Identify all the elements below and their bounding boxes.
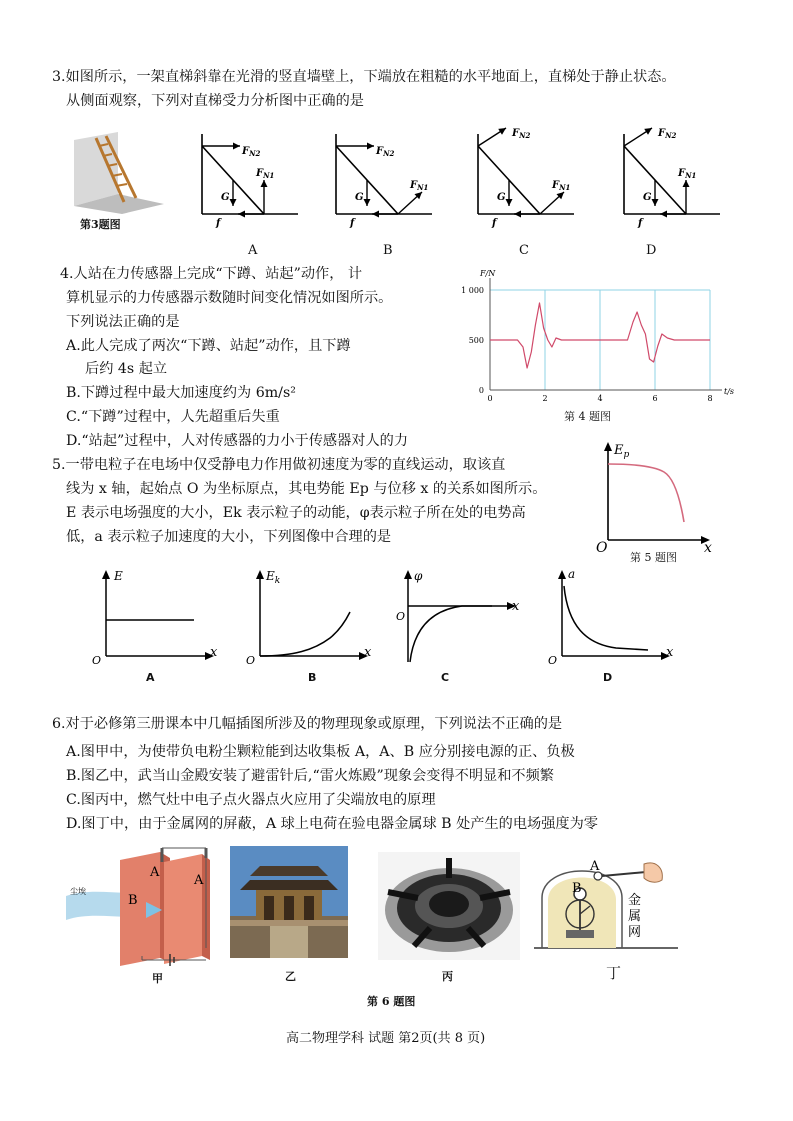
q4-option-b: B.下蹲过程中最大加速度约为 6m/s²: [66, 385, 296, 401]
q3-stem-line2: 从侧面观察，下列对直梯受力分析图中正确的是: [66, 93, 364, 109]
q3-friction-arrow-c: [514, 211, 540, 218]
q6-figure-jia: [66, 848, 226, 978]
q5-d-origin: O: [548, 654, 558, 667]
q3-label-f-c: f: [492, 218, 497, 229]
q6-option-b: B.图乙中，武当山金殿安装了避雷针后,“雷火炼殿”现象会变得不明显和不频繁: [66, 768, 554, 784]
q3-fn1-arrow-c: [540, 192, 564, 214]
q6-figure-ding-electroscope: [530, 854, 680, 958]
q3-label-g-d: G: [643, 192, 652, 203]
q3-gravity-arrow-c: [506, 180, 513, 206]
q3-option-a: A: [248, 243, 258, 258]
q3-force-diagrams: [0, 0, 793, 260]
q3-figure-caption: 第3题图: [80, 218, 121, 231]
q5-b-origin: O: [246, 654, 256, 667]
q6-caption-bing: 丙: [442, 970, 453, 983]
q4-stem-line1: 4.人站在力传感器上完成“下蹲、站起”动作， 计: [60, 266, 363, 282]
q3-gravity-arrow-b: [364, 180, 371, 206]
q4-figure-caption: 第 4 题图: [564, 410, 611, 423]
q3-stem-line1: 3.如图所示，一架直梯斜靠在光滑的竖直墙壁上，下端放在粗糙的水平地面上，直梯处于静止状态。: [52, 69, 676, 85]
q6-ding-net-label-2: 属: [628, 909, 642, 924]
q5-main-y-label: $E_p$: [614, 443, 630, 460]
q5-option-c-graph: [392, 566, 532, 666]
q3-fn1-arrow-a: [261, 180, 268, 214]
q6-jia-label-a1: A: [150, 865, 160, 880]
q4-y-tick-label: 0: [478, 386, 484, 395]
q4-option-c: C.“下蹲”过程中，人先超重后失重: [66, 409, 280, 425]
q6-jia-dust-label: 尘埃: [70, 887, 86, 896]
q4-option-d: D.“站起”过程中，人对传感器的力小于传感器对人的力: [66, 433, 409, 449]
q3-option-b: B: [383, 243, 393, 258]
q3-option-c: C: [519, 243, 529, 258]
q4-stem-line2: 算机显示的力传感器示数随时间变化情况如图所示。: [66, 290, 393, 306]
q6-option-a: A.图甲中，为使带负电粉尘颗粒能到达收集板 A，A、B 应分别接电源的正、负极: [66, 744, 575, 760]
q5-option-c-label: C: [441, 671, 450, 684]
q3-diagram-c: [478, 134, 574, 214]
q3-label-fn1-b: $F_{N1}$: [410, 180, 429, 192]
q6-jia-label-a2: A: [194, 873, 204, 888]
q3-diagram-d: [624, 134, 720, 214]
q3-label-g-a: G: [221, 192, 230, 203]
q3-label-fn2-c: $F_{N2}$: [512, 128, 531, 140]
q3-label-fn1-a: $F_{N1}$: [256, 168, 275, 180]
q5-ep-x-graph: [594, 440, 724, 556]
q3-friction-arrow-d: [660, 211, 686, 218]
q3-label-fn2-b: $F_{N2}$: [376, 146, 395, 158]
q6-ding-net-label-1: 金: [628, 893, 642, 908]
q3-fn2-arrow-a: [202, 143, 240, 150]
q6-figure-yi-golden-hall-photo: [230, 846, 348, 958]
q3-friction-arrow-b: [372, 211, 398, 218]
q6-ding-label-a: A: [590, 859, 600, 874]
q6-caption-yi: 乙: [285, 970, 296, 983]
q3-label-fn1-c: $F_{N1}$: [552, 180, 571, 192]
q5-option-a-graph: [90, 566, 230, 666]
q5-option-d-graph: [546, 566, 686, 666]
q4-option-a-line2: 后约 4s 起立: [85, 361, 168, 377]
q4-y-axis-label: F/N: [480, 269, 496, 278]
q6-option-c: C.图丙中，燃气灶中电子点火器点火应用了尖端放电的原理: [66, 792, 436, 808]
q4-x-tick-label: 0: [487, 394, 493, 403]
q5-option-a-label: A: [146, 671, 155, 684]
q4-y-tick-label: 500: [468, 336, 484, 345]
q3-fn1-arrow-d: [683, 180, 690, 214]
q5-stem-line4: 低，a 表示粒子加速度的大小，下列图像中合理的是: [66, 529, 392, 545]
q3-label-fn2-d: $F_{N2}$: [658, 128, 677, 140]
q3-friction-arrow-a: [238, 211, 264, 218]
q5-a-x-label: x: [210, 645, 218, 660]
q4-force-time-chart: [440, 270, 740, 410]
q5-figure-caption: 第 5 题图: [630, 551, 677, 564]
q6-figure-caption: 第 6 题图: [367, 995, 416, 1008]
q5-c-origin: O: [396, 610, 406, 623]
q4-x-tick-label: 8: [707, 394, 713, 403]
q6-caption-ding: 丁: [606, 964, 622, 982]
q3-fn2-arrow-b: [336, 143, 374, 150]
q4-y-tick-label: 1 000: [461, 286, 484, 295]
q4-x-tick-label: 6: [652, 394, 658, 403]
q5-d-y-label: a: [568, 567, 576, 581]
q5-a-origin: O: [92, 654, 102, 667]
q5-b-y-label: $E_k$: [266, 569, 281, 586]
q3-label-f-b: f: [350, 218, 355, 229]
q3-fn2-arrow-c: [478, 128, 506, 146]
q6-option-d: D.图丁中，由于金属网的屏蔽，A 球上电荷在验电器金属球 B 处产生的电场强度为零: [66, 816, 598, 832]
q6-caption-jia: 甲: [152, 972, 163, 985]
q4-stem-line3: 下列说法正确的是: [66, 314, 180, 330]
q5-stem-line2: 线为 x 轴，起始点 O 为坐标原点，其电势能 Ep 与位移 x 的关系如图所示。: [66, 481, 547, 497]
q3-label-fn1-d: $F_{N1}$: [678, 168, 697, 180]
q4-option-a-line1: A.此人完成了两次“下蹲、站起”动作，且下蹲: [66, 338, 351, 354]
q5-b-x-label: x: [364, 645, 372, 660]
q4-x-tick-label: 4: [597, 394, 603, 403]
q3-label-g-c: G: [497, 192, 506, 203]
page-footer: 高二物理学科 试题 第2页(共 8 页): [286, 1031, 486, 1046]
q4-x-axis-label: t/s: [724, 387, 735, 396]
q6-ding-net-label-3: 网: [628, 925, 642, 940]
q5-c-y-label: φ: [414, 569, 423, 583]
q5-a-y-label: E: [114, 569, 123, 583]
q5-d-x-label: x: [666, 645, 674, 660]
q5-stem-line3: E 表示电场强度的大小，Ek 表示粒子的动能，φ表示粒子所在处的电势高: [66, 505, 526, 521]
q5-c-x-label: x: [512, 599, 520, 614]
q5-option-d-label: D: [603, 671, 613, 684]
q3-option-d: D: [646, 243, 657, 258]
q3-gravity-arrow-d: [652, 180, 659, 206]
q3-label-f-a: f: [216, 218, 221, 229]
q5-option-b-label: B: [308, 671, 317, 684]
q6-figure-bing-gas-stove: [378, 852, 520, 960]
q3-label-f-d: f: [638, 218, 643, 229]
q3-label-fn2-a: $F_{N2}$: [242, 146, 261, 158]
q3-fn1-arrow-b: [398, 192, 422, 214]
q3-fn2-arrow-d: [624, 128, 652, 146]
q6-ding-label-b: B: [572, 881, 582, 896]
q5-main-x-label: x: [704, 540, 712, 556]
q3-label-g-b: G: [355, 192, 364, 203]
q3-gravity-arrow-a: [230, 180, 237, 206]
q5-main-origin: O: [596, 540, 608, 556]
q5-option-b-graph: [244, 566, 384, 666]
q6-stem: 6.对于必修第三册课本中几幅插图所涉及的物理现象或原理，下列说法不正确的是: [52, 716, 563, 732]
q6-jia-label-b: B: [128, 893, 138, 908]
q4-x-tick-label: 2: [542, 394, 548, 403]
q5-stem-line1: 5.一带电粒子在电场中仅受静电力作用做初速度为零的直线运动，取该直: [52, 457, 506, 473]
